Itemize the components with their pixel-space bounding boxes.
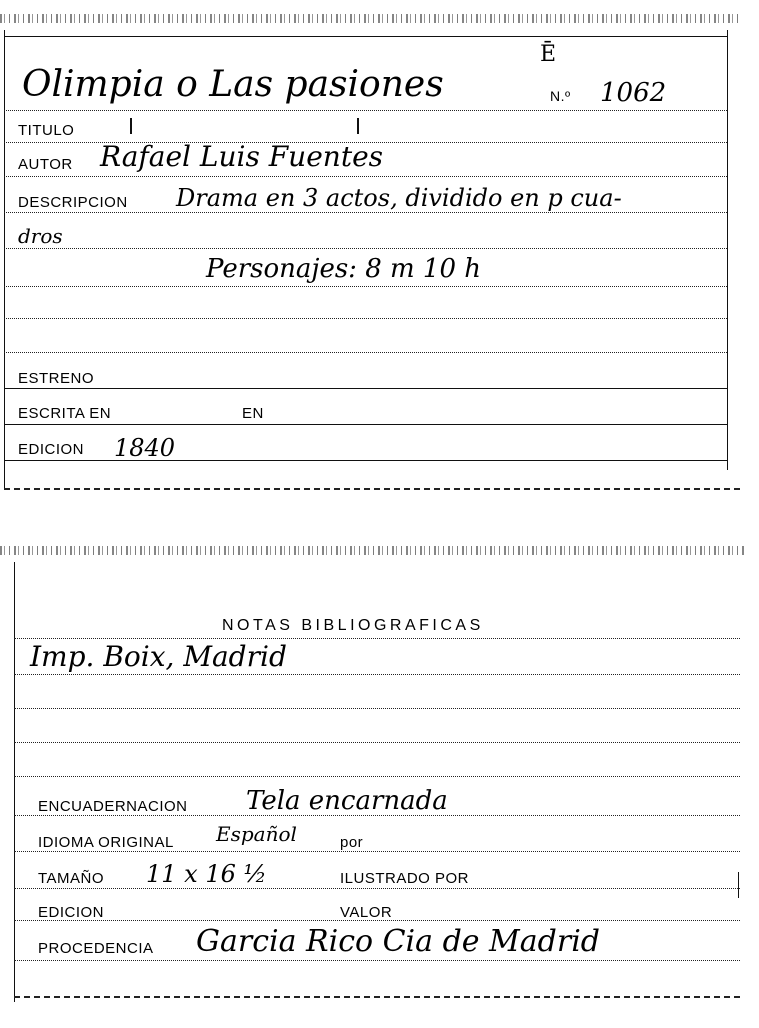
rule-line [4,286,727,287]
card-right-border [727,30,728,470]
rule-line [4,176,727,177]
notas-bibliograficas-header: NOTAS BIBLIOGRAFICAS [222,617,484,634]
pen-tick [738,872,739,898]
valor-label: VALOR [340,904,393,921]
procedencia-value: Garcia Rico Cia de Madrid [196,924,601,959]
rule-line [14,776,740,777]
card-top-edge [0,546,745,555]
number-mark: Ē [540,42,557,67]
card-bottom-edge [14,996,740,998]
tamano-value: 11 x 16 ½ [146,860,267,888]
pen-tick [357,118,359,134]
descripcion-line2: dros [18,224,63,248]
personajes-note: Personajes: 8 m 10 h [206,254,482,284]
notes-line1: Imp. Boix, Madrid [30,640,287,673]
procedencia-label: PROCEDENCIA [38,940,154,957]
edicion-value: 1840 [114,434,176,462]
rule-line [4,248,727,249]
pen-tick [130,118,132,134]
card-top-edge [0,14,740,23]
rule-line [14,851,740,852]
rule-line [4,110,727,111]
por-label: por [340,834,364,851]
descripcion-label: DESCRIPCION [18,194,128,211]
card-title-handwritten: Olimpia o Las pasiones [22,64,444,105]
card-left-border [4,30,5,490]
rule-line [14,674,740,675]
rule-line [4,352,727,353]
encuadernacion-value: Tela encarnada [246,786,448,816]
ilustrado-por-label: ILUSTRADO POR [340,870,470,887]
en-label: EN [242,405,264,422]
number-label: N.º [550,88,571,104]
rule-line [4,424,727,425]
estreno-label: ESTRENO [18,370,95,387]
rule-line [14,888,740,889]
rule-line [4,212,727,213]
rule-line [14,920,740,921]
rule-line [14,960,740,961]
titulo-label: TITULO [18,122,75,139]
rule-line [4,36,727,37]
rule-line [14,815,740,816]
autor-value: Rafael Luis Fuentes [100,140,384,173]
rule-line [14,708,740,709]
idioma-original-value: Español [216,822,297,846]
number-value: 1062 [600,78,667,108]
rule-line [14,638,740,639]
rule-line [14,742,740,743]
escrita-en-label: ESCRITA EN [18,405,112,422]
rule-line [4,460,727,461]
edicion-label: EDICION [18,441,85,458]
card-bottom-edge [4,488,740,490]
card-left-border [14,562,15,1002]
encuadernacion-label: ENCUADERNACION [38,798,188,815]
rule-line [4,318,727,319]
tamano-label: TAMAÑO [38,870,105,887]
autor-label: AUTOR [18,156,73,173]
descripcion-line1: Drama en 3 actos, dividido en p cua- [176,184,622,212]
edicion-label-back: EDICION [38,904,105,921]
rule-line [4,388,727,389]
idioma-original-label: IDIOMA ORIGINAL [38,834,174,851]
